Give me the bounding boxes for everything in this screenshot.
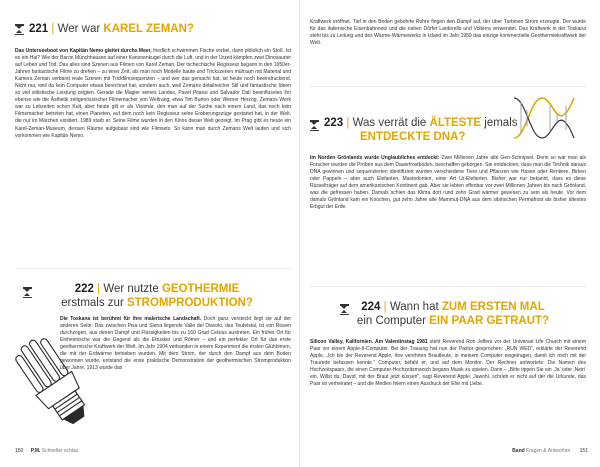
section-divider <box>15 268 291 269</box>
body-text: Doch ganz versteckt liegt sie auf der anderen Seite: Das zwischen Pisa und Siena liegende Valle del Diavolo, das Teufelstal, ist von Rissen durchzogen, aus denen Dampf und Flüssigkeiten bis zu 160 Grad Celsius austreten. Ein früher Ort für Einheimische war die Gegend als die Etrusker und Römer – und ein perfekter Ort für das erste geothermische Kraftwerk der Welt. Im Jahr 1904 verbanden in einem Experiment die ersten Glühbirnen, die mit der Erdwärme betrieben wurden. Mit dem Strom, der durch den Dampf aus dem Boden gewonnen wurde, entstand die erste praktische Demonstration der geothermischen Stromproduktion über Jahre. 1913 wurde das <box>60 316 291 372</box>
question-224-body <box>310 339 586 388</box>
question-223-title <box>310 116 586 144</box>
lead-sentence: Die Toskana ist berühmt für ihre malerische Landschaft. <box>60 316 202 322</box>
question-highlight: KAREL ZEMAN? <box>103 23 194 35</box>
title-line-2 <box>23 296 291 310</box>
right-page <box>300 0 600 467</box>
footer-subtitle: Fragen & Antworten <box>526 448 571 454</box>
question-222-title <box>15 282 291 310</box>
question-221-body <box>15 48 291 140</box>
question-222-body <box>60 316 291 372</box>
question-223 <box>310 116 586 211</box>
question-number: 222 <box>74 283 94 295</box>
page-number: 150 <box>15 448 24 454</box>
question-number: 224 <box>361 301 381 313</box>
section-divider <box>310 286 586 287</box>
question-223-body <box>310 155 586 211</box>
title-separator: | <box>51 23 55 35</box>
hourglass-icon <box>23 287 32 298</box>
section-divider <box>310 86 586 87</box>
footer-subtitle: Schneller schlau <box>41 448 79 454</box>
question-highlight: STROMPRODUKTION? <box>126 297 253 309</box>
question-number: 221 <box>29 23 49 35</box>
body-text: friedlich schwimmen Fische vorbei, dann plötzlich ein Stoß. Ist es ein Hai? Wie der Baron Münchhausen auf einer Kanonenkugel durch die Luft, und in der Urzeit kämpfen zwei Dinosaurier auf Leben und Tod. Das alles sind Szenen aus Filmen von Karel Zeman. Der tschechische Regisseur begann in den 1950er-Jahren fantastische Filme zu drehen – zu einer Zeit, als man noch Modelle baute und Trickszenen mühsam mit Material und Kamera Zeman verband reale Szenen mit Trickfilmsequenzen – und wer das gemacht hat, ist heute noch beeindruckend. Nicht nur, weil da kein Computer etwas berechnet hat, sondern auch, weil Zemans detailreicher Stil und fantastische Ideen so viel stilistische Leistung zeigten. Gerade die Magier seines Landes, Pavel Pitassi und Salvador Dalí beeinflussten ihn ebenso wie die Ästhetik zeitgenössischer Filmemacher von Weltrang, etwa Tim Burton oder Werner Herzog. Zemans Werk war zu Lebzeiten schon Kult, aber heute gilt er als Visionär, den man auf der Suche nach einem Land, das noch kein Filmemacher betreten hat, einen Planeten, auf dem noch kein Regisseur seine Eroberungszüge gestartet hat, in der Welt, die nur im Märchen existiert. 1989 starb er. Seine Filme wurden in den Kinos dieser Welt gezeigt. Im Prag gibt es heute ein Karel-Zeman-Museum, dessen Räume aufgebaut sind wie Filmsets. So kann man durch Zemans Welt laufen und sich vorkommen wie Kapitän Nemo. <box>15 48 292 139</box>
footer-brand: P.M. <box>30 448 41 454</box>
title-line-2 <box>320 314 586 328</box>
question-prefix: Was verrät die <box>352 117 427 129</box>
hourglass-icon <box>340 304 349 315</box>
footer-brand: Band <box>512 448 525 454</box>
title-separator: | <box>383 301 387 313</box>
question-221 <box>15 22 291 140</box>
question-prefix: ein Computer <box>356 315 426 327</box>
page-footer-left <box>15 448 78 454</box>
question-highlight: GEOTHERMIE <box>161 283 240 295</box>
title-separator: | <box>346 117 350 129</box>
question-number: 223 <box>324 117 344 129</box>
question-222-continued-body: Kraftwerk eröffnet. Tief in den Boden gebohrte Rohre fingen den Dampf auf, der über Turbinen Strom erzeugte. Der wurde für das italienische Eisenbahnnetz und die nahen Dörfer Larderello und Volterra verwendet. Das Kraftwerk in der Toskana steht bis zu Leitung und des Wärme-Wärmewerks in Island im Jahr 1959 das einzige kommerzielle Geothermiekraftwerk der Welt. <box>310 19 586 47</box>
question-highlight: ÄLTESTE <box>429 117 482 129</box>
title-separator: | <box>97 283 101 295</box>
lead-sentence: Silicon Valley, Kalifornien. Am Valentinstag 1981 <box>310 339 428 345</box>
body-text: steht Reverend Ron Jeffers vor der Universal Life Church mit einem Paar vor einem Apple-II-Computer. Bei der Trauung hat nun der Pastor gesprochen: „RUN WED“, erklärte der Reverend Apple, „Ich bin der Reverend Apple, ihre verehrten Brautleute, in meinem Computer eingetragen, damit ich mich mit der Traurede befassen konnte.“ Computer, befahl er, und auf dem Monitor. Der Rechner antwortete: Die Namen des Hochzeitspaars, die einen Computer-Hochzeitsmarsch begann Musik zu spielen. Dann – „Bitte tippen Sie ein ‚Ja‘ oder ‚Nein‘ ein. Willst du, David, mit der Braut jetzt küssen“, sagt Reverend Apple. Jawohl, schrieb er nicht auf der die Urkunde, das Paar ist verheiratet – und die Medien feiern einen Ausdruck der Ehe mit Liebe. <box>310 339 586 388</box>
page-number: 151 <box>579 448 588 454</box>
question-suffix: jemals <box>484 117 518 129</box>
title-line-1 <box>324 116 586 130</box>
question-highlight: EIN PAAR GETRAUT? <box>429 315 550 327</box>
question-222-text <box>60 316 291 372</box>
hourglass-icon <box>15 24 24 35</box>
page-footer-right <box>512 448 588 454</box>
question-prefix: erstmals zur <box>61 297 124 309</box>
question-prefix: Wer war <box>57 23 101 35</box>
title-line-2 <box>324 130 586 144</box>
lead-sentence: Im Norden Grönlands wurde Unglaubliches entdeckt: <box>310 155 440 161</box>
question-highlight: ENTDECKTE DNA? <box>360 131 466 143</box>
question-224 <box>310 300 586 388</box>
question-224-title <box>310 300 586 328</box>
question-221-title <box>15 22 291 36</box>
question-222 <box>15 282 291 310</box>
question-prefix: Wann hat <box>389 301 439 313</box>
question-prefix: Wer nutzte <box>103 283 159 295</box>
question-222-continued <box>310 19 586 47</box>
body-text: Zwei Millionen Jahre alte Gen-Schnipsel. Denn so war man als Forscher wurden die Proben aus dem Dauerfrostboden, beschaffen geborgen. Sie entdeckten, dass man die Technik daraus DNA gewinnen und sequenzierten identifiziert wurden verschiedene Tiere und Pflanzen wie Hasen oder Rentiere. Birken oder Pappeln – aber auch Elefanten, Mastodonten, einer Art Ur-Elefanten. Bisher war nur bekannt, dass es diese Rüsselträger auf dem amerikanischen Kontinent gab. Aber sie lebten offenbar vor zwei Millionen Jahren bis nach Grönland, was die gefressen haben. Damals schien das Klima dort rund zehn Grad wärmer gewesen zu sein als heute. Vor dem damals Grönland kam ein Knochen, gut zehn Jahre alte Mammut-DNA aus dem sibirischen Permafrost als bisher ältestes Erbgut der Erde. <box>310 155 587 211</box>
hourglass-icon <box>310 120 319 131</box>
title-line-1 <box>23 282 291 296</box>
question-highlight: ZUM ERSTEN MAL <box>441 301 545 313</box>
title-line-1 <box>320 300 586 314</box>
lead-sentence: Das Unterseeboot von Kapitän Nemo gleitet durchs Meer, <box>15 48 152 54</box>
